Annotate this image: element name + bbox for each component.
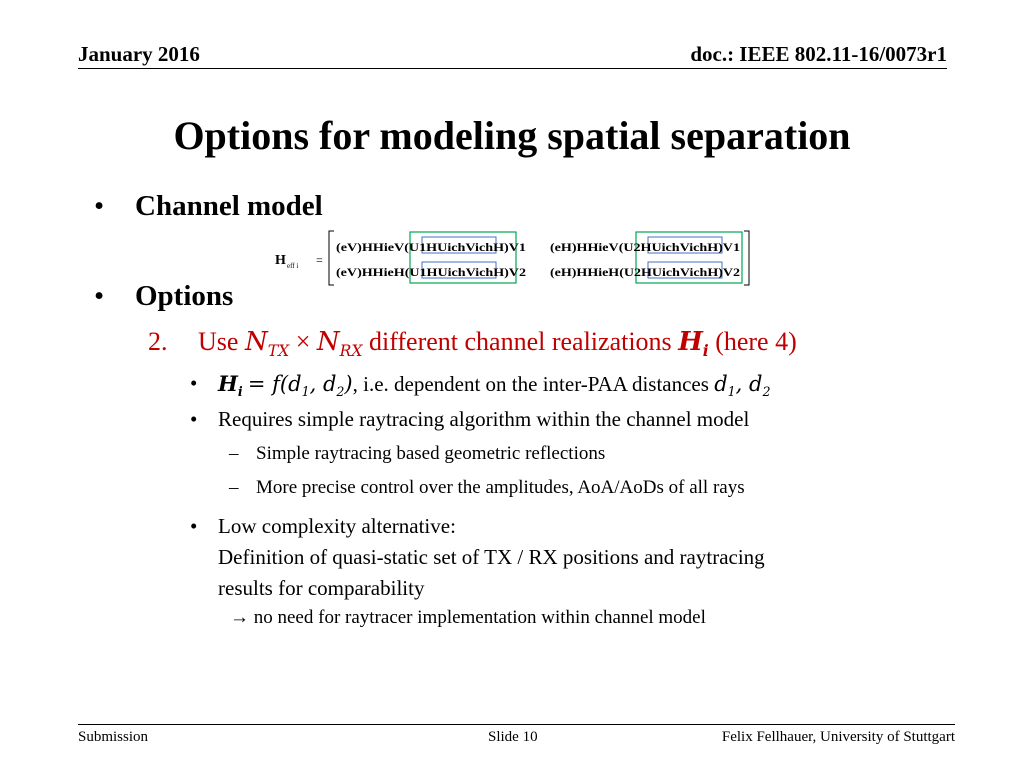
header-date: January 2016 <box>78 42 200 66</box>
low-complexity-line1: Low complexity alternative: <box>218 514 456 538</box>
raytracing-text: Requires simple raytracing algorithm within the channel model <box>218 407 750 431</box>
arrow-note: → no need for raytracer implementation within channel model <box>230 607 706 628</box>
low-complexity-line2: Definition of quasi-static set of TX / RX positions and raytracing <box>218 545 765 569</box>
equation-row2-left: (eV)HHieH(U1HUichVichH)V2 <box>336 265 526 279</box>
hi-symbol-small: $H_i$ <box>218 371 243 400</box>
equation-lhs-sub: eff i <box>287 262 299 270</box>
bullet-dot: • <box>190 514 198 538</box>
raytracing-item <box>229 443 605 465</box>
hi-symbol: $H_i$ <box>678 327 709 361</box>
low-complexity-line3: results for comparability <box>218 576 425 600</box>
dash-marker: – <box>229 443 239 464</box>
option-number: 2. <box>148 327 168 356</box>
raytracing-item <box>229 477 745 499</box>
sub-bullet-dependency <box>190 371 770 399</box>
equation-row1-left: (eV)HHieV(U1HUichVichH)V1 <box>336 240 526 254</box>
option-2-line <box>148 327 797 360</box>
footer-submission: Submission <box>78 729 149 745</box>
footer-author: Felix Fellhauer, University of Stuttgart <box>721 729 955 745</box>
distances-symbols: $d_1$, $d_2$ <box>714 372 771 400</box>
bullet-options <box>94 280 233 313</box>
raytracing-item-text: More precise control over the amplitudes, AoA/AoDs of all rays <box>256 477 745 498</box>
option-tail-text: (here 4) <box>715 327 797 356</box>
bullet-dot: • <box>190 407 198 431</box>
bullet-channel-model-text: Channel model <box>135 190 323 222</box>
nrx-symbol: $N_{RX}$ <box>316 327 363 361</box>
bullet-dot: • <box>94 190 105 222</box>
footer-divider <box>78 724 955 725</box>
slide-title: Options for modeling spatial separation <box>173 113 851 158</box>
header-doc-id: doc.: IEEE 802.11-16/0073r1 <box>690 42 947 66</box>
equation-row1-right: (eH)HHieV(U2HUichVichH)V1 <box>550 240 740 254</box>
header-divider <box>78 68 947 69</box>
raytracing-item-text: Simple raytracing based geometric reflections <box>256 443 606 464</box>
footer-slide-number: Slide 10 <box>488 729 538 745</box>
ntx-symbol: $N_{TX}$ <box>244 327 290 361</box>
bullet-options-text: Options <box>135 280 234 312</box>
dependency-text: , i.e. dependent on the inter-PAA distances <box>352 372 709 396</box>
dash-marker: – <box>229 477 239 498</box>
equation-equals: = <box>316 253 323 267</box>
equation-lhs: H <box>275 253 286 268</box>
sub-bullet-raytracing <box>190 407 749 432</box>
sub-bullet-low-complexity <box>190 511 765 604</box>
dependency-formula: = $f(d_1$, $d_2$) <box>247 372 353 400</box>
option-use: Use <box>198 327 239 356</box>
bullet-dot: • <box>190 371 198 395</box>
bullet-channel-model <box>94 190 323 223</box>
equation-row2-right: (eH)HHieH(U2HUichVichH)V2 <box>550 265 740 279</box>
option-middle-text: different channel realizations <box>368 327 672 356</box>
times-symbol: × <box>295 327 311 356</box>
bullet-dot: • <box>94 280 105 312</box>
channel-equation <box>266 226 756 288</box>
